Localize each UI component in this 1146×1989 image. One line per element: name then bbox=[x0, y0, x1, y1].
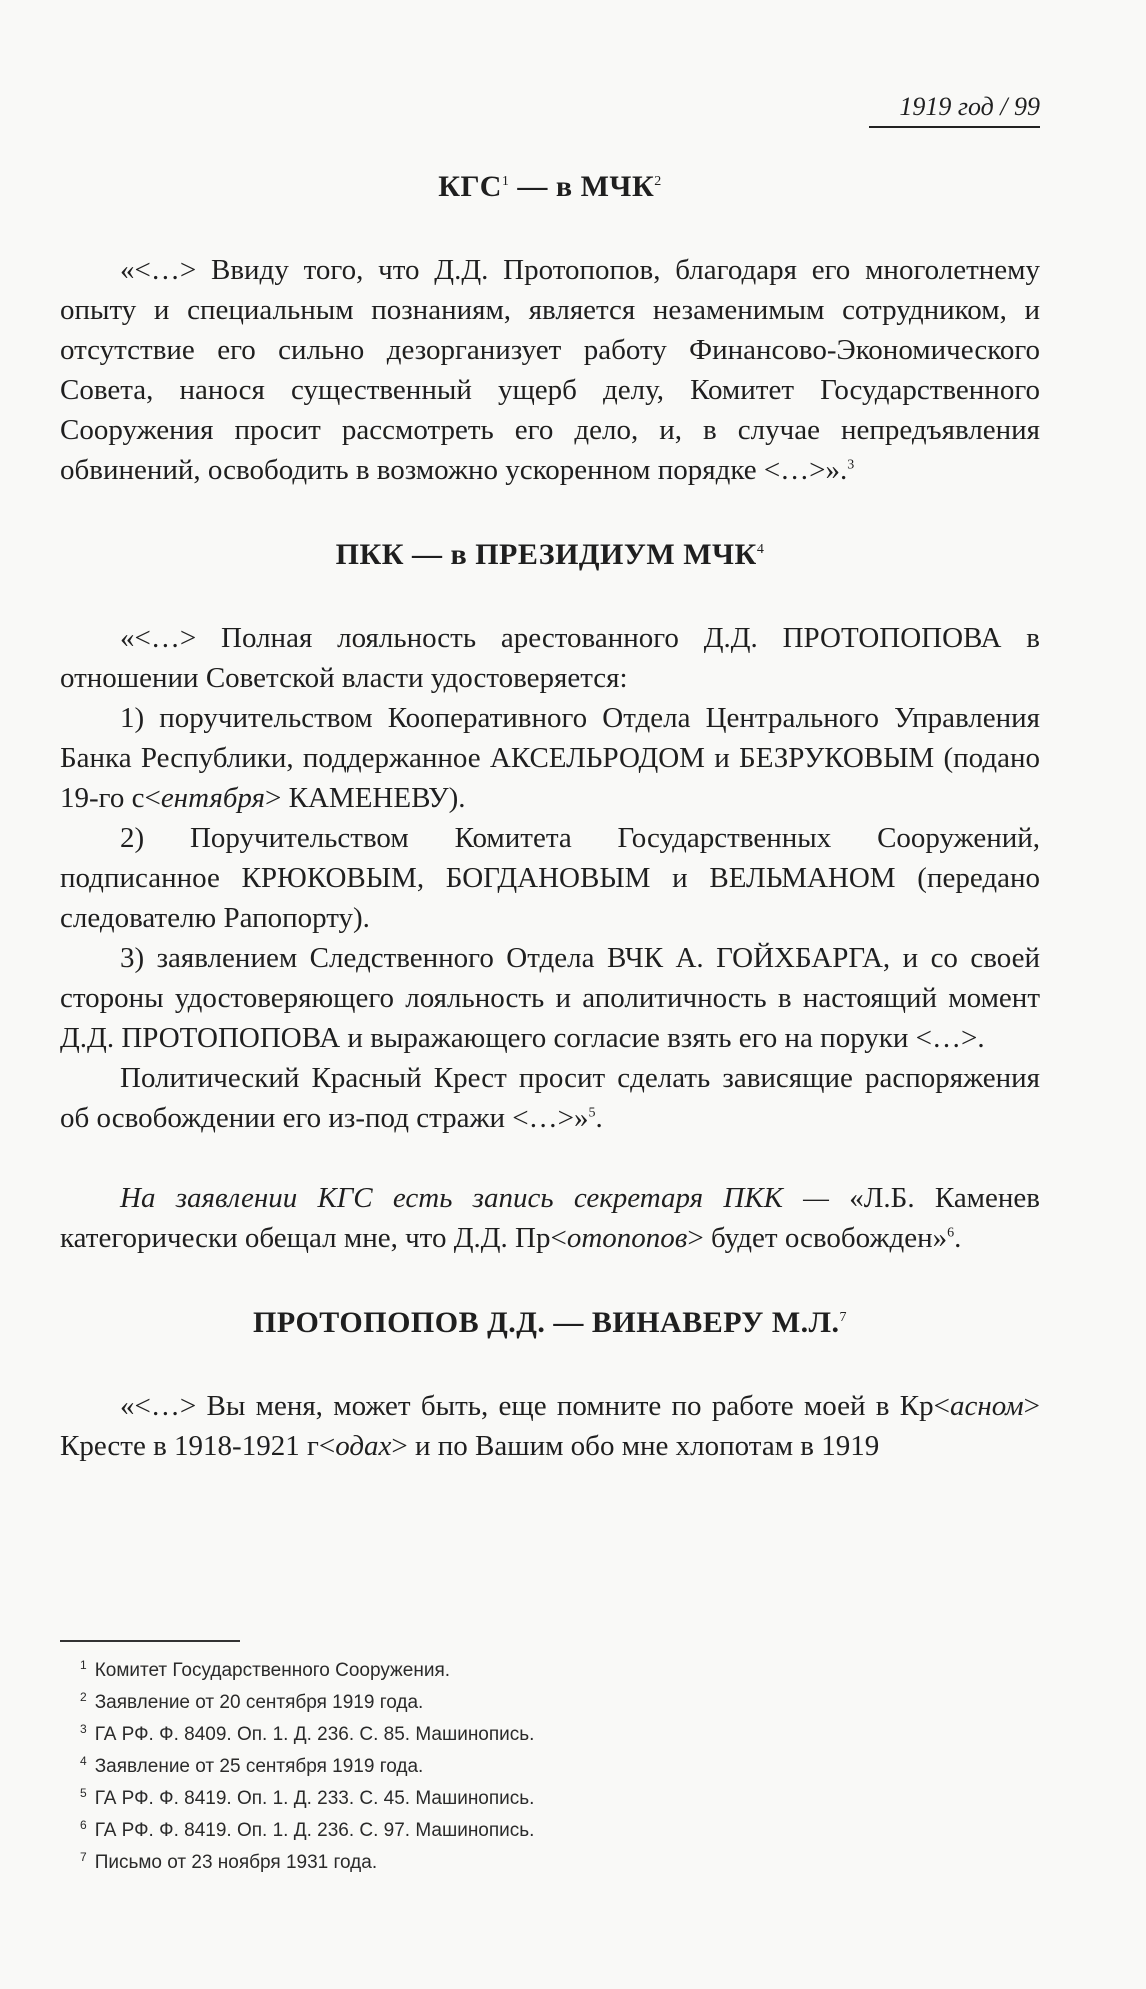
footnote: $^6$ ГА РФ. Ф. 8419. Оп. 1. Д. 236. С. 97. Машинопись. bbox=[80, 1817, 535, 1841]
footnote: $^7$ Письмо от 23 ноября 1931 года. bbox=[80, 1849, 378, 1873]
footnote: $^4$ Заявление от 25 сентября 1919 года. bbox=[80, 1753, 424, 1777]
footnote-divider bbox=[60, 1640, 240, 1642]
paragraph: «<…> Ввиду того, что Д.Д. Протопопов, благодаря его многолетнему опыту и специальным познаниям, является незаменимым сотрудником, и отсутствие его сильно дезорганизует работу Финансово-Экономического Совета, нанося существенный ущерб делу, Комитет Государственного Сооружения просит рассмотреть его дело, и, в случае непредъявления обвинений, освободить в возможно ускоренном порядке <…>».$^3$ bbox=[60, 254, 1040, 486]
paragraph: «<…> Вы меня, может быть, еще помните по работе моей в Кр<асном> Кресте в 1918-1921 г<одах> и по Вашим обо мне хлопотам в 1919 bbox=[60, 1390, 1040, 1462]
paragraph: 1) поручительством Кооперативного Отдела Центрального Управления Банка Республики, поддержанное АКСЕЛЬРОДОМ и БЕЗРУКОВЫМ (подано 19-го с<ентября> КАМЕНЕВУ). bbox=[60, 702, 1040, 814]
paragraph: Политический Красный Крест просит сделать зависящие распоряжения об освобождении его из-под стражи <…>»$^5$. bbox=[60, 1062, 1040, 1134]
section-title-pkk: ПКК — в ПРЕЗИДИУМ МЧК$^4$ bbox=[335, 538, 765, 571]
paragraph: 3) заявлением Следственного Отдела ВЧК А. ГОЙХБАРГА, и со своей стороны удостоверяющего лояльность и аполитичность в настоящий момент Д.Д. ПРОТОПОПОВА и выражающего согласие взять его на поруки <…>. bbox=[60, 942, 1040, 1054]
footnote: $^5$ ГА РФ. Ф. 8419. Оп. 1. Д. 233. С. 45. Машинопись. bbox=[80, 1785, 535, 1809]
editorial-note: На заявлении КГС есть запись секретаря ПКК — «Л.Б. Каменев категорически обещал мне, что Д.Д. Пр<отопопов> будет освобожден»$^6$. bbox=[60, 1182, 1040, 1254]
section-title-protopopov: ПРОТОПОПОВ Д.Д. — ВИНАВЕРУ М.Л.$^7$ bbox=[252, 1306, 848, 1339]
paragraph: 2) Поручительством Комитета Государственных Сооружений, подписанное КРЮКОВЫМ, БОГДАНОВЫМ и ВЕЛЬМАНОМ (передано следователю Рапопорту). bbox=[60, 822, 1040, 934]
footnote: $^3$ ГА РФ. Ф. 8409. Оп. 1. Д. 236. С. 85. Машинопись. bbox=[80, 1721, 535, 1745]
section-title-kgs: КГС$^1$ — в МЧК$^2$ bbox=[438, 170, 662, 203]
footnote: $^1$ Комитет Государственного Сооружения. bbox=[80, 1657, 451, 1681]
book-page bbox=[60, 0, 1040, 1989]
paragraph: «<…> Полная лояльность арестованного Д.Д. ПРОТОПОПОВА в отношении Советской власти удостоверяется: bbox=[60, 622, 1040, 694]
running-head: 1919 год / 99 bbox=[869, 92, 1040, 128]
footnotes bbox=[60, 1655, 1040, 1879]
footnote: $^2$ Заявление от 20 сентября 1919 года. bbox=[80, 1689, 424, 1713]
main-text bbox=[60, 170, 1040, 1466]
